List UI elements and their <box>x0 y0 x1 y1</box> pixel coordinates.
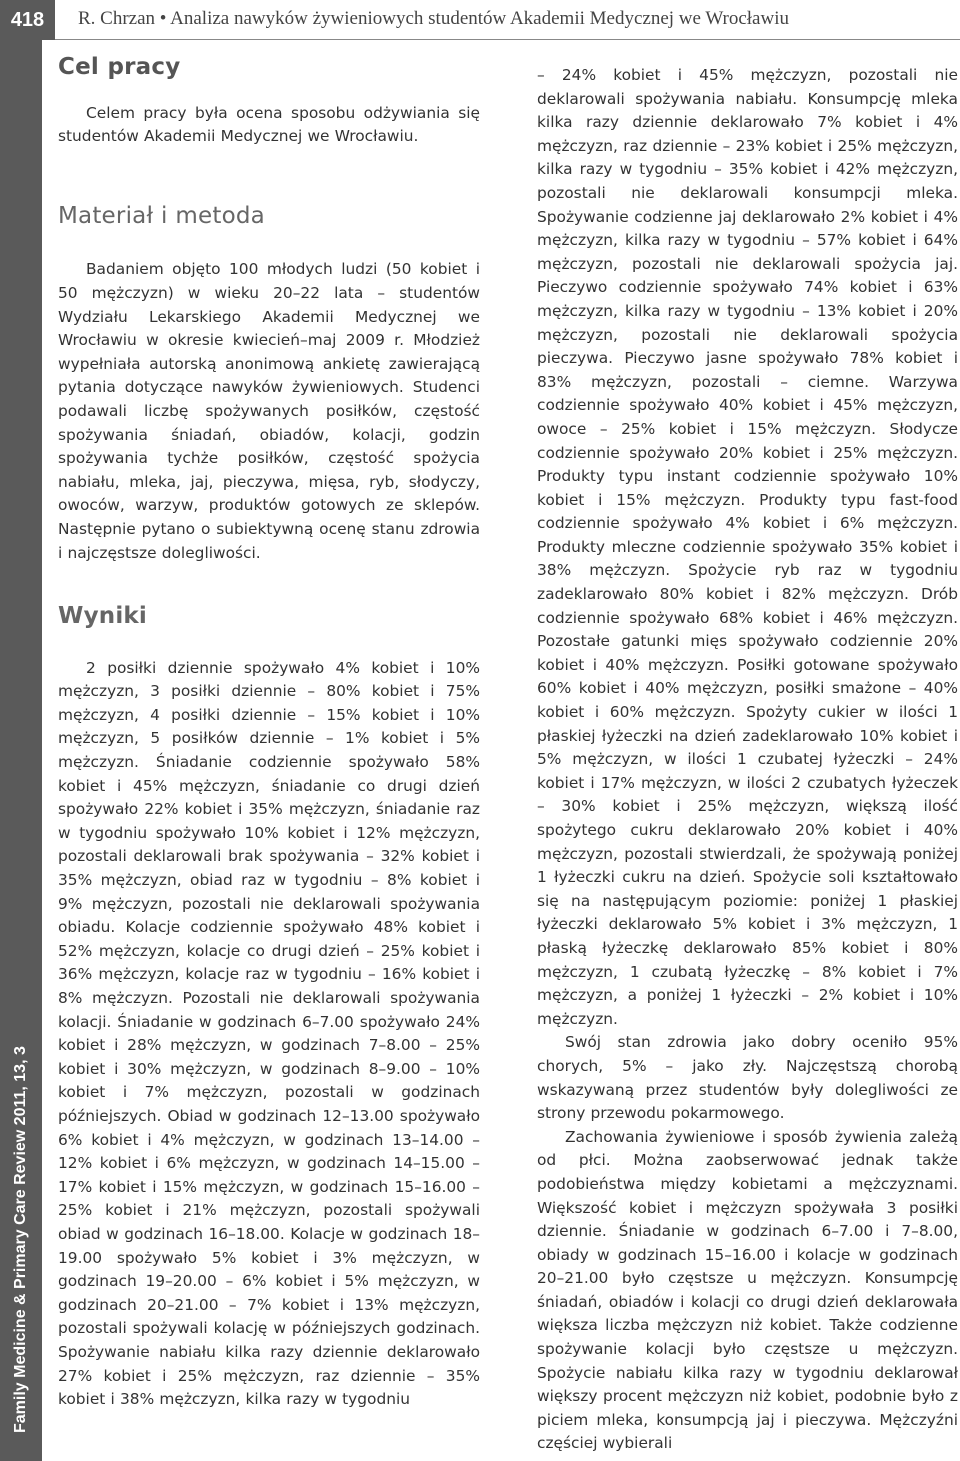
journal-sidebar <box>0 40 42 1461</box>
section-heading-results: Wyniki <box>58 603 147 630</box>
health-paragraph: Swój stan zdrowia jako dobry oceniło 95% chorych, 5% – jako zły. Najczęstszą chorobą wskazywaną przez studentów były dolegliwości ze strony przewodu pokarmowego. <box>537 1033 958 1123</box>
results-continued-paragraph: – 24% kobiet i 45% mężczyzn, pozostali nie deklarowali spożywania nabiału. Konsumpcję mleka kilka razy dziennie deklarowało 7% kobiet i 4% mężczyzn, raz dziennie – 23% kobiet i 25% mężczyzn, kilka razy w tygodniu – 35% kobiet i 42% mężczyzn, pozostali nie deklarowali konsumpcji mleka. Spożywanie codzienne jaj deklarowało 2% kobiet i 4% mężczyzn, kilka razy w tygodniu – 57% kobiet i 64% mężczyzn, pozostali nie deklarowali spożycia jaj. Pieczywo codziennie spożywało 74% kobiet i 63% mężczyzn, kilka razy w tygodniu – 13% kobiet i 20% mężczyzn, pozostali nie deklarowali spożycia pieczywa. Pieczywo jasne spożywało 78% kobiet i 83% mężczyzn, pozostali – ciemne. Warzywa codziennie spożywało 40% kobiet i 45% mężczyzn, owoce – 25% kobiet i 15% mężczyzn. Słodycze codziennie spożywało 20% kobiet i 25% mężczyzn. Produkty typu instant codziennie spożywało 10% kobiet i 15% mężczyzn. Produkty typu fast-food codziennie spożywało 4% kobiet i 6% mężczyzn. Produkty mleczne codziennie spożywało 35% kobiet i 38% mężczyzn. Spożycie ryb raz w tygodniu zadeklarowało 80% kobiet i 82% mężczyzn. Drób codziennie spożywało 68% kobiet i 46% mężczyzn. Pozostałe gatunki mięs spożywało codziennie 20% kobiet i 40% mężczyzn. Posiłki gotowane spożywało 60% kobiet i 40% mężczyzn, posiłki smażone – 40% kobiet i 60% mężczyzn. Spożyty cukier w ilości 1 płaskiej łyżeczki na dzień zadeklarowało 10% kobiet i 5% mężczyzn, w ilości 1 czubatej łyżeczki – 24% kobiet i 17% mężczyzn, w ilości 2 czubatych łyżeczek – 30% kobiet i 25% mężczyzn, większą ilość spożytego cukru deklarowało 20% kobiet i 40% mężczyzn, pozostali stwierdzali, że spożywają poniżej 1 łyżeczki cukru na dzień. Spożycie soli kształtowało się na następującym poziomie: poniżej 1 płaskiej łyżeczki deklarowało 5% kobiet i 3% mężczyzn, 1 płaską łyżeczkę deklarowało 85% kobiet i 80% mężczyzn, 1 czubatą łyżeczkę – 8% kobiet i 7% mężczyzn, a poniżej 1 łyżeczki – 2% kobiet i 10% mężczyzn. <box>537 66 958 1028</box>
right-column <box>537 64 958 1456</box>
page-number: 418 <box>0 0 55 40</box>
section-heading-method: Materiał i metoda <box>58 202 265 229</box>
running-head: R. Chrzan • Analiza nawyków żywieniowych studentów Akademii Medycznej we Wrocławiu <box>78 8 789 29</box>
aim-paragraph: Celem pracy była ocena sposobu odżywiania się studentów Akademii Medycznej we Wrocławiu. <box>58 103 480 146</box>
results-paragraph: 2 posiłki dziennie spożywało 4% kobiet i 10% mężczyzn, 3 posiłki dziennie – 80% kobiet i 75% mężczyzn, 4 posiłki dziennie – 15% kobiet i 10% mężczyzn, 5 posiłków dziennie – 1% kobiet i 5% mężczyzn. Śniadanie codziennie spożywało 58% kobiet i 45% mężczyzn, śniadanie co drugi dzień spożywało 22% kobiet i 35% mężczyzn, śniadanie raz w tygodniu spożywało 10% kobiet i 12% mężczyzn, pozostali deklarowali brak spożywania – 32% kobiet i 35% mężczyzn, obiad raz w tygodniu – 8% kobiet i 9% mężczyzn, pozostali nie deklarowali spożywania obiadu. Kolacje codziennie spożywało 48% kobiet i 52% mężczyzn, kolacje co drugi dzień – 25% kobiet i 36% mężczyzn, kolacje raz w tygodniu – 16% kobiet i 8% mężczyzn. Pozostali nie deklarowali spożywania kolacji. Śniadanie w godzinach 6–7.00 spożywało 24% kobiet i 28% mężczyzn, w godzinach 7–8.00 – 25% kobiet i 30% mężczyzn, w godzinach 8–9.00 – 10% kobiet i 7% mężczyzn, pozostali w godzinach późniejszych. Obiad w godzinach 12–13.00 spożywało 6% kobiet i 4% mężczyzn, w godzinach 13–14.00 – 12% kobiet i 6% mężczyzn, w godzinach 14–15.00 – 17% kobiet i 15% mężczyzn, w godzinach 15–16.00 – 25% kobiet i 21% mężczyzn, pozostali spożywali obiad w godzinach 16–18.00. Kolacje w godzinach 18–19.00 spożywało 5% kobiet i 3% mężczyzn, w godzinach 19–20.00 – 6% kobiet i 5% mężczyzn, w godzinach 20–21.00 – 7% kobiet i 13% mężczyzn, pozostali spożywali kolację w późniejszych godzinach. Spożywanie nabiału kilka razy dziennie deklarowało 27% kobiet i 25% mężczyzn, raz dziennie – 35% kobiet i 38% mężczyzn, kilka razy w tygodniu <box>58 658 480 1409</box>
journal-citation: Family Medicine & Primary Care Review 2011, 13, 3 <box>12 1046 29 1433</box>
section-heading-aim: Cel pracy <box>58 54 181 80</box>
behaviour-paragraph: Zachowania żywieniowe i sposób żywienia zależą od płci. Można zaobserwować jednak także podobieństwa między kobietami a mężczyznami. Większość kobiet i mężczyzn spożywała 3 posiłki dziennie. Śniadanie w godzinach 6–7.00 i 7–8.00, obiady w godzinach 15–16.00 i kolacje w godzinach 20–21.00 było częstsze u mężczyzn. Konsumpcję śniadań, obiadów i kolacji co drugi dzień deklarowała większa liczba mężczyzn niż kobiet. Także codzienne spożywanie kolacji było częstsze u mężczyzn. Spożycie nabiału kilka razy w tygodniu deklarował większy procent mężczyzn niż kobiet, podobnie było z piciem mleka, konsumpcją jaj i pieczywa. Mężczyźni częściej wybierali <box>537 1127 958 1453</box>
left-column <box>58 52 480 1412</box>
method-paragraph: Badaniem objęto 100 młodych ludzi (50 kobiet i 50 mężczyzn) w wieku 20–22 lata – studentów Wydziału Lekarskiego Akademii Medycznej we Wrocławiu w okresie kwiecień–maj 2009 r. Młodzież wypełniała autorską anonimową ankietę zawierającą pytania dotyczące nawyków żywieniowych. Studenci podawali liczbę spożywanych posiłków, częstość spożywania śniadań, obiadów, kolacji, godzin spożywania tychże posiłków, częstość spożycia nabiału, mleka, jaj, pieczywa, mięsa, ryb, słodyczy, owoców, warzyw, produktów gotowych ze sklepów. Następnie pytano o subiektywną ocenę stanu zdrowia i najczęstsze dolegliwości. <box>58 260 480 562</box>
header-divider <box>55 39 960 40</box>
